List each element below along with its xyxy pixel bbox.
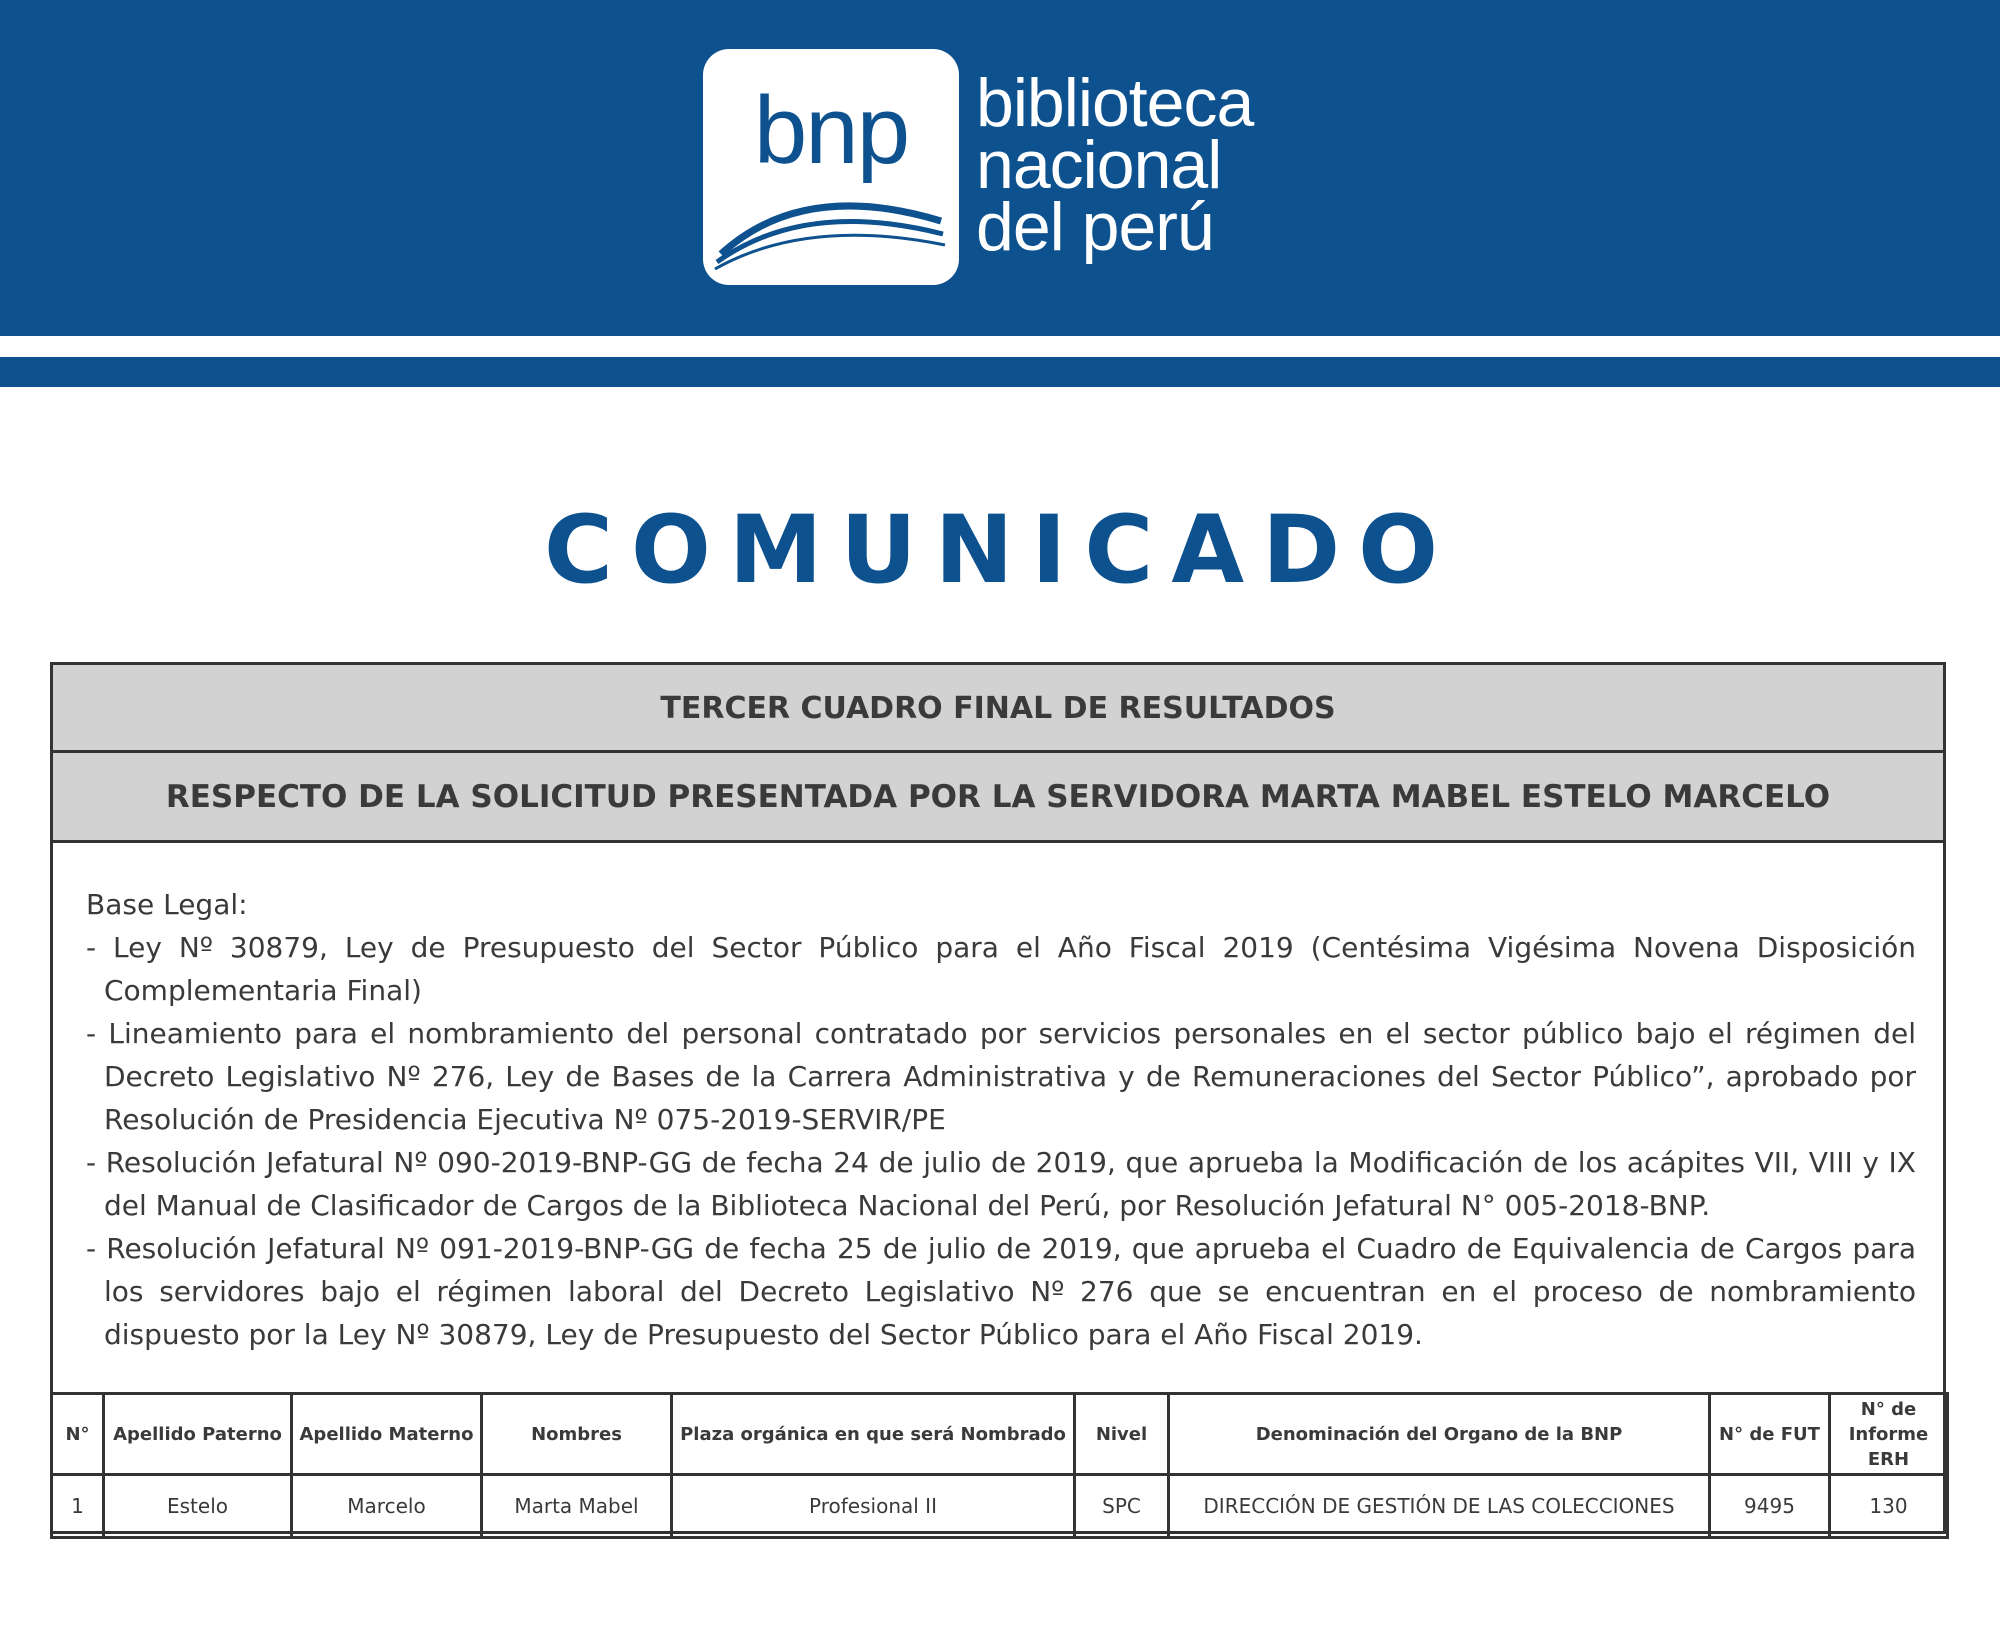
- results-frame: [50, 662, 1946, 1534]
- bnp-logo: [703, 49, 959, 285]
- cell-position: Profesional II: [672, 1475, 1075, 1538]
- col-header-report: N° de Informe ERH: [1830, 1394, 1948, 1475]
- legal-item: - Lineamiento para el nombramiento del personal contratado por servicios personales en el sector público bajo el régimen del Decreto Legislativo Nº 276, Ley de Bases de la Carrera Administrativa y de Remuneraciones del Sector Público”, aprobado por Resolución de Presidencia Ejecutiva Nº 075-2019-SERVIR/PE: [86, 1017, 1916, 1136]
- col-header-level: Nivel: [1075, 1394, 1169, 1475]
- col-header-number: N°: [52, 1394, 104, 1475]
- cell-names: Marta Mabel: [482, 1475, 672, 1538]
- legal-item: - Resolución Jefatural Nº 091-2019-BNP-GG de fecha 25 de julio de 2019, que aprueba el Cuadro de Equivalencia de Cargos para los servidores bajo el régimen laboral del Decreto Legislativo Nº 276 que se encuentran en el proceso de nombramiento dispuesto por la Ley Nº 30879, Ley de Presupuesto del Sector Público para el Año Fiscal 2019.: [86, 1232, 1916, 1351]
- legal-heading: Base Legal:: [86, 888, 248, 921]
- table-row: [52, 1475, 1948, 1538]
- logo-line-1: biblioteca: [976, 65, 1254, 141]
- legal-basis: [86, 883, 1916, 1356]
- col-header-organ: Denominación del Organo de la BNP: [1169, 1394, 1710, 1475]
- logo-line-3: del perú: [976, 189, 1214, 265]
- logo-line-2: nacional: [976, 127, 1222, 203]
- cell-level: SPC: [1075, 1475, 1169, 1538]
- request-heading: RESPECTO DE LA SOLICITUD PRESENTADA POR LA SERVIDORA MARTA MABEL ESTELO MARCELO: [53, 753, 1943, 843]
- cell-maternal: Marcelo: [292, 1475, 482, 1538]
- page-title: COMUNICADO: [543, 496, 1457, 605]
- col-header-fut: N° de FUT: [1710, 1394, 1830, 1475]
- col-header-position: Plaza orgánica en que será Nombrado: [672, 1394, 1075, 1475]
- results-heading: TERCER CUADRO FINAL DE RESULTADOS: [53, 665, 1943, 753]
- logo-wordmark: [976, 65, 1254, 265]
- legal-item: - Ley Nº 30879, Ley de Presupuesto del Sector Público para el Año Fiscal 2019 (Centésima Vigésima Novena Disposición Complementaria Final): [86, 931, 1916, 1007]
- header-stripe: [0, 357, 2000, 387]
- col-header-paternal: Apellido Paterno: [104, 1394, 292, 1475]
- logo-abbr: bnp: [753, 77, 909, 184]
- table-header-row: [52, 1394, 1948, 1475]
- legal-item: - Resolución Jefatural Nº 090-2019-BNP-GG de fecha 24 de julio de 2019, que aprueba la Modificación de los acápites VII, VIII y IX del Manual de Clasificador de Cargos de la Biblioteca Nacional del Perú, por Resolución Jefatural N° 005-2018-BNP.: [86, 1146, 1916, 1222]
- results-table: [50, 1392, 1949, 1539]
- cell-organ: DIRECCIÓN DE GESTIÓN DE LAS COLECCIONES: [1169, 1475, 1710, 1538]
- col-header-names: Nombres: [482, 1394, 672, 1475]
- cell-report: 130: [1830, 1475, 1948, 1538]
- cell-paternal: Estelo: [104, 1475, 292, 1538]
- header-banner: [0, 0, 2000, 336]
- cell-number: 1: [52, 1475, 104, 1538]
- col-header-maternal: Apellido Materno: [292, 1394, 482, 1475]
- cell-fut: 9495: [1710, 1475, 1830, 1538]
